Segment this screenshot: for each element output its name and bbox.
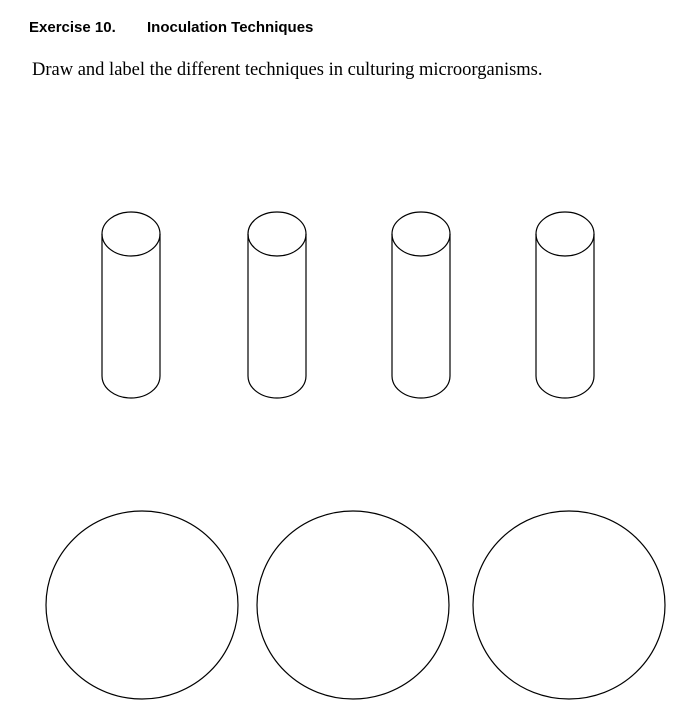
exercise-number: Exercise 10. xyxy=(29,19,116,36)
test-tube-3-body xyxy=(392,234,450,398)
test-tube-4 xyxy=(536,212,594,398)
test-tube-1 xyxy=(102,212,160,398)
test-tube-3-opening xyxy=(392,212,450,256)
test-tube-3 xyxy=(392,212,450,398)
test-tube-2 xyxy=(248,212,306,398)
test-tube-2-opening xyxy=(248,212,306,256)
exercise-title: Inoculation Techniques xyxy=(147,19,314,36)
test-tube-2-body xyxy=(248,234,306,398)
test-tube-4-body xyxy=(536,234,594,398)
test-tube-1-body xyxy=(102,234,160,398)
petri-dish-2 xyxy=(257,511,449,699)
petri-dish-3 xyxy=(473,511,665,699)
test-tube-4-opening xyxy=(536,212,594,256)
instruction-text: Draw and label the different techniques in culturing microorganisms. xyxy=(32,60,543,80)
petri-dish-1 xyxy=(46,511,238,699)
test-tube-1-opening xyxy=(102,212,160,256)
